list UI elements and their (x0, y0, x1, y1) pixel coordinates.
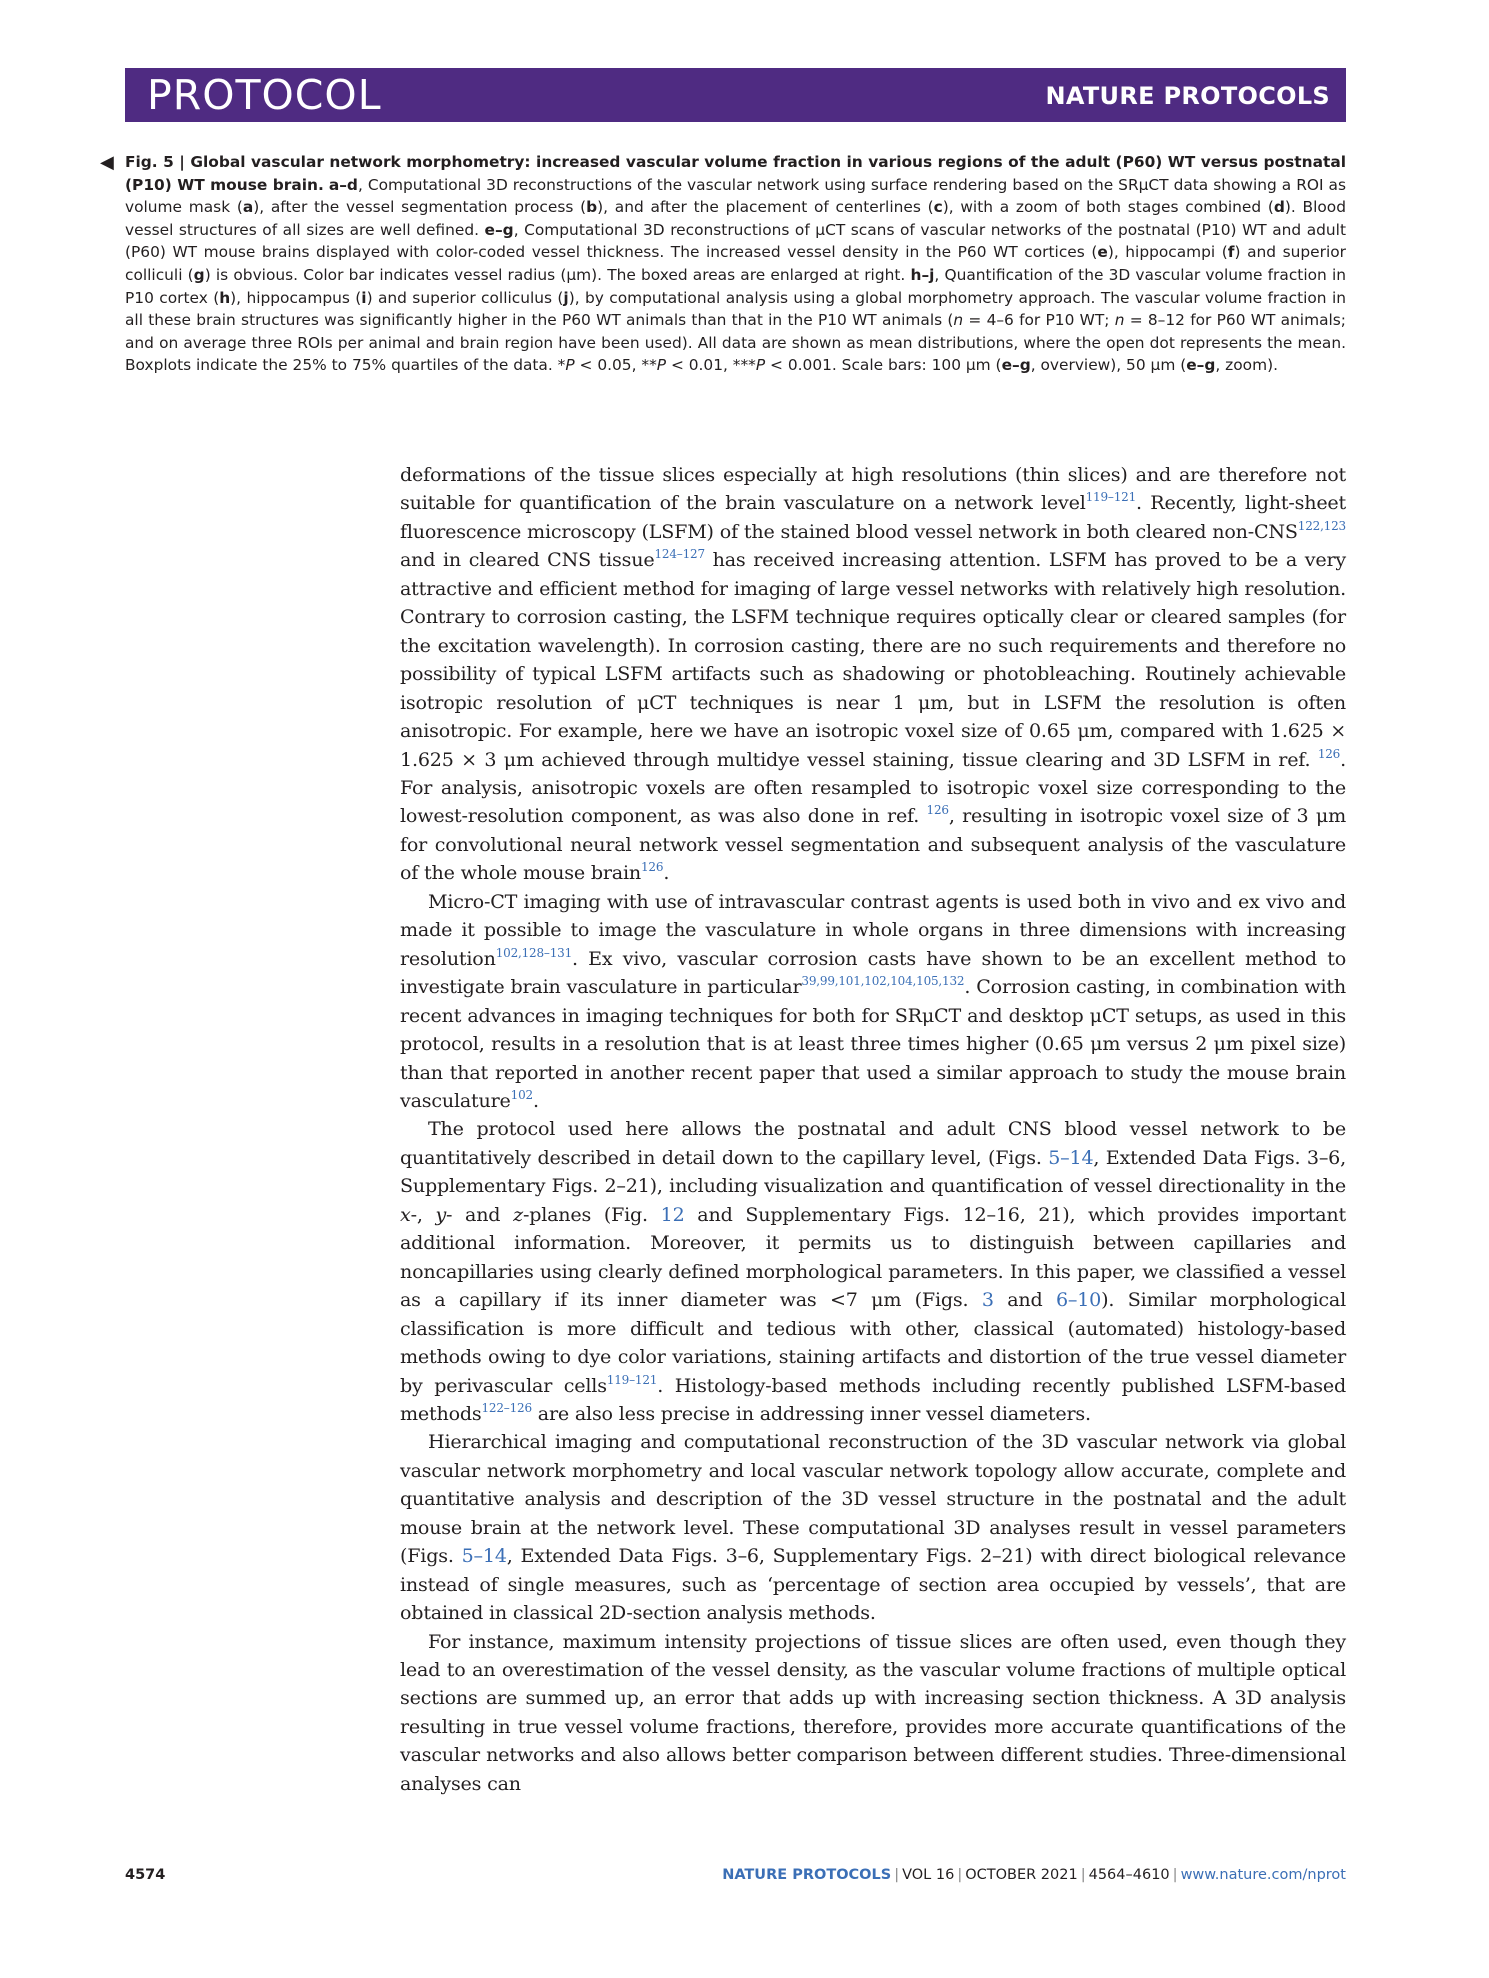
citation-link[interactable]: 122,123 (1297, 518, 1346, 533)
figure-link[interactable]: 6–10 (1055, 1288, 1102, 1312)
panel-label: e–g (484, 220, 514, 239)
figure-link[interactable]: 3 (981, 1288, 994, 1312)
citation-link[interactable]: 122–126 (481, 1400, 532, 1415)
caption-arrow-icon: ◀ (100, 152, 114, 173)
figure-caption: ◀ Fig. 5 | Global vascular network morphometry: increased vascular volume fraction in various regions of the adult (P60) WT versus postnatal (P10) WT mouse brain. a–d, Computational 3D reconstructions of the vascular network using surface rendering based on the SRμCT data showing a ROI as volume mask (a), after the vessel segmentation process (b), and after the placement of centerlines (c), with a zoom of both stages combined (d). Blood vessel structures of all sizes are well defined. e–g, Computational 3D reconstructions of μCT scans of vascular networks of the postnatal (P10) WT and adult (P60) WT mouse brains displayed with color-coded vessel thickness. The increased vessel density in the P60 WT cortices (e), hippocampi (f) and superior colliculi (g) is obvious. Color bar indicates vessel radius (μm). The boxed areas are enlarged at right. h–j, Quantification of the 3D vascular volume fraction in P10 cortex (h), hippocampus (i) and superior colliculus (j), by computational analysis using a global morphometry approach. The vascular volume fraction in all these brain structures was significantly higher in the P60 WT animals than that in the P10 WT animals (n = 4–6 for P10 WT; n = 8–12 for P60 WT animals; and on average three ROIs per animal and brain region have been used). All data are shown as mean distributions, where the open dot represents the mean. Boxplots indicate the 25% to 75% quartiles of the data. *P < 0.05, **P < 0.01, ***P < 0.001. Scale bars: 100 μm (e–g, overview), 50 μm (e–g, zoom). (100, 152, 1346, 375)
caption-title: Fig. 5 | Global vascular network morphometry: increased vascular volume fraction in various regions of the adult (P60) WT versus postnatal (P10) WT mouse brain. (125, 153, 1346, 194)
paragraph: Hierarchical imaging and computational reconstruction of the 3D vascular network via global vascular network morphometry and local vascular network topology allow accurate, complete and quantitative analysis and description of the 3D vessel structure in the postnatal and the adult mouse brain at the network level. These computational 3D analyses result in vessel parameters (Figs. 5–14, Extended Data Figs. 3–6, Supplementary Figs. 2–21) with direct biological relevance instead of single measures, such as ‘percentage of section area occupied by vessels’, that are obtained in classical 2D-section analysis methods. (400, 1430, 1346, 1625)
section-label: PROTOCOL (147, 71, 382, 119)
journal-url-link[interactable]: www.nature.com/nprot (1180, 1867, 1346, 1883)
citation-link[interactable]: 119–121 (606, 1372, 658, 1387)
page-footer (125, 1867, 1346, 1889)
panel-label: a–d (328, 175, 358, 194)
citation-link[interactable]: 119–121 (1085, 490, 1137, 505)
paragraph: deformations of the tissue slices especially at high resolutions (thin slices) and are therefore not suitable for quantification of the brain vasculature on a network level$^{119-121}$. Recently, light-sheet fluorescence microscopy (LSFM) of the stained blood vessel network in both cleared non-CNS$^{122,123}$ and in cleared CNS tissue$^{124-127}$ has received increasing attention. LSFM has proved to be a very attractive and efficient method for imaging of large vessel networks with relatively high resolution. Contrary to corrosion casting, the LSFM technique requires optically clear or cleared samples (for the excitation wavelength). In corrosion casting, there are no such requirements and therefore no possibility of typical LSFM artifacts such as shadowing or photobleaching. Routinely achievable isotropic resolution of μCT techniques is near 1 μm, but in LSFM the resolution is often anisotropic. For example, here we have an isotropic voxel size of 0.65 μm, compared with 1.625 × 1.625 × 3 μm achieved through multidye vessel staining, tissue clearing and 3D LSFM in ref. $^{126}$. For analysis, anisotropic voxels are often resampled to isotropic voxel size corresponding to the lowest-resolution component, as was also done in ref. $^{126}$, resulting in isotropic voxel size of 3 μm for convolutional neural network vessel segmentation and subsequent analysis of the vasculature of the whole mouse brain$^{126}$. (400, 463, 1346, 885)
citation-link[interactable]: 102,128–131 (495, 945, 573, 960)
body-text (400, 461, 1346, 1798)
paragraph: The protocol used here allows the postnatal and adult CNS blood vessel network to be quantitatively described in detail down to the capillary level, (Figs. 5–14, Extended Data Figs. 3–6, Supplementary Figs. 2–21), including visualization and quantification of vessel directionality in the x-, y- and z-planes (Fig. 12 and Supplementary Figs. 12–16, 21), which provides important additional information. Moreover, it permits us to distinguish between capillaries and noncapillaries using clearly defined morphological parameters. In this paper, we classified a vessel as a capillary if its inner diameter was <7 μm (Figs. 3 and 6–10). Similar morphological classification is more difficult and tedious with other, classical (automated) histology-based methods owing to dye color variations, staining artifacts and distortion of the true vessel diameter by perivascular cells$^{119-121}$. Histology-based methods including recently published LSFM-based methods$^{122-126}$ are also less precise in addressing inner vessel diameters. (400, 1117, 1347, 1425)
citation-link[interactable]: 126 (1317, 746, 1341, 761)
citation-link[interactable]: 124–127 (654, 547, 705, 562)
page-number: 4574 (125, 1867, 166, 1883)
citation-link[interactable]: 126 (641, 860, 664, 875)
figure-link[interactable]: 5–14 (1048, 1145, 1094, 1169)
figure-link[interactable]: 12 (660, 1202, 685, 1226)
paragraph: Micro-CT imaging with use of intravascular contrast agents is used both in vivo and ex vivo and made it possible to image the vasculature in whole organs in three dimensions with increasing resolution$^{102,128-131}$. Ex vivo, vascular corrosion casts have shown to be an excellent method to investigate brain vasculature in particular$^{39,99,101,102,104,105,132}$. Corrosion casting, in combination with recent advances in imaging techniques for both for SRμCT and desktop μCT setups, as used in this protocol, results in a resolution that is at least three times higher (0.65 μm versus 2 μm pixel size) than that reported in another recent paper that used a similar approach to study the mouse brain vasculature$^{102}$. (400, 889, 1346, 1112)
paragraph: For instance, maximum intensity projections of tissue slices are often used, even though they lead to an overestimation of the vessel density, as the vascular volume fractions of multiple optical sections are summed up, an error that adds up with increasing section thickness. A 3D analysis resulting in true vessel volume fractions, therefore, provides more accurate quantifications of the vascular networks and also allows better comparison between different studies. Three-dimensional analyses can (400, 1629, 1346, 1795)
citation-link[interactable]: 102 (510, 1087, 533, 1102)
page-header (125, 68, 1346, 122)
journal-name: NATURE PROTOCOLS (1045, 82, 1330, 110)
journal-citation: NATURE PROTOCOLS | VOL 16 | OCTOBER 2021 | 4564–4610 | www.nature.com/nprot (722, 1867, 1346, 1883)
panel-label: h–j (910, 265, 935, 284)
figure-link[interactable]: 5–14 (461, 1544, 507, 1568)
citation-link[interactable]: 126 (926, 803, 949, 818)
citation-link[interactable]: 39,99,101,102,104,105,132 (801, 974, 965, 989)
